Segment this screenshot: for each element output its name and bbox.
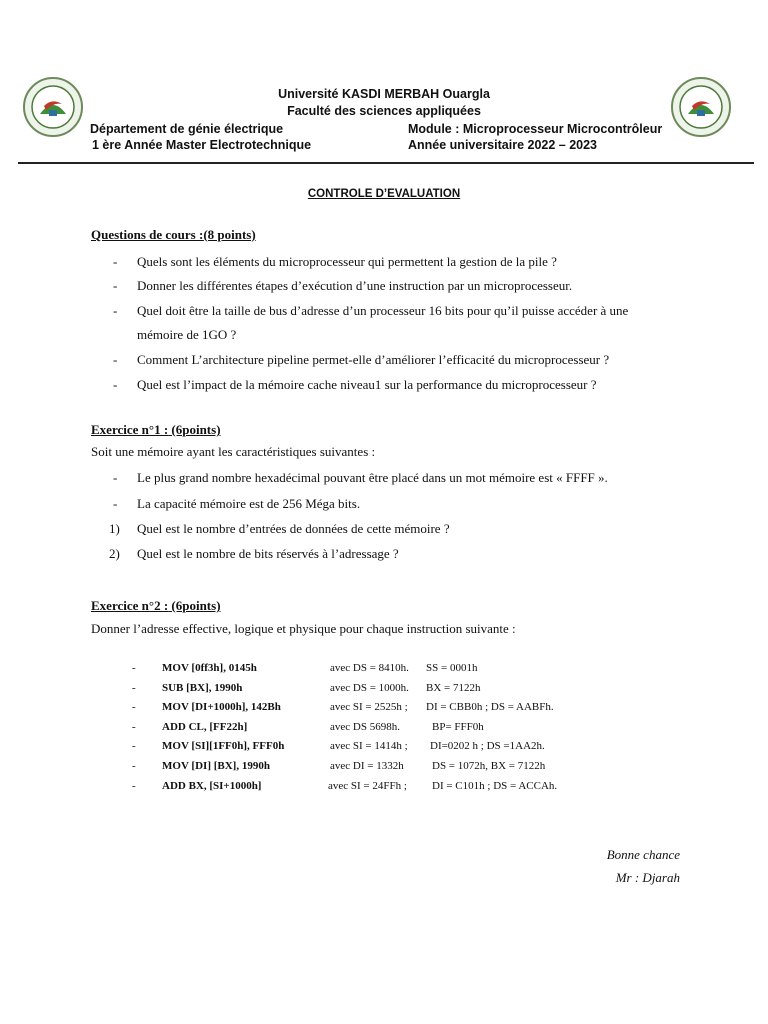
- instruction-register-1: avec SI = 24FFh ;: [328, 780, 407, 792]
- instruction-code: MOV [0ff3h], 0145h: [162, 662, 257, 674]
- exercise2-intro: Donner l’adresse effective, logique et physique pour chaque instruction suivante :: [91, 621, 516, 636]
- instruction-register-1: avec DI = 1332h: [330, 760, 404, 772]
- exercise1-points: (6points): [171, 422, 221, 437]
- bullet-dash: -: [113, 470, 118, 485]
- instruction-register-1: avec DS = 1000h.: [330, 682, 409, 694]
- instruction-register-2: DI = CBB0h ; DS = AABFh.: [426, 701, 554, 713]
- instruction-register-2: SS = 0001h: [426, 662, 478, 674]
- instruction-register-2: BX = 7122h: [426, 682, 481, 694]
- exercise2-heading: [91, 598, 221, 614]
- exercise1-bullet: Le plus grand nombre hexadécimal pouvant être placé dans un mot mémoire est « FFFF ».: [137, 470, 608, 485]
- instruction-register-1: avec SI = 2525h ;: [330, 701, 408, 713]
- instruction-code: MOV [DI+1000h], 142Bh: [162, 701, 281, 713]
- bullet-dash: -: [132, 682, 136, 694]
- university-name: Université KASDI MERBAH Ouargla: [278, 87, 490, 101]
- bullet-dash: -: [132, 701, 136, 713]
- course-questions-label: Questions de cours :: [91, 227, 204, 242]
- instruction-register-1: avec DS 5698h.: [330, 721, 400, 733]
- instruction-register-2: DI=0202 h ; DS =1AA2h.: [430, 740, 545, 752]
- course-question-item: Quels sont les éléments du microprocesseur qui permettent la gestion de la pile ?: [137, 254, 557, 269]
- instruction-register-2: DI = C101h ; DS = ACCAh.: [432, 780, 558, 792]
- exercise1-intro: Soit une mémoire ayant les caractéristiques suivantes :: [91, 444, 376, 459]
- instruction-register-2: DS = 1072h, BX = 7122h: [432, 760, 546, 772]
- bullet-dash: -: [132, 760, 136, 772]
- bullet-dash: -: [132, 780, 136, 792]
- course-question-item: Quel est l’impact de la mémoire cache niveau1 sur la performance du microprocesseur ?: [137, 377, 597, 392]
- bullet-dash: -: [113, 254, 118, 269]
- exercise1-bullet: La capacité mémoire est de 256 Méga bits.: [137, 496, 361, 511]
- department-name: Département de génie électrique: [90, 122, 284, 136]
- course-question-item: Comment L’architecture pipeline permet-elle d’améliorer l’efficacité du microprocesseur ?: [137, 352, 610, 367]
- exercise1-heading: [91, 422, 221, 438]
- faculty-name: Faculté des sciences appliquées: [287, 104, 481, 118]
- header-divider: [18, 162, 754, 164]
- module-name: Module : Microprocesseur Microcontrôleur: [408, 122, 663, 136]
- exam-title: CONTROLE D’EVALUATION: [307, 188, 461, 200]
- instruction-code: SUB [BX], 1990h: [162, 682, 243, 694]
- bullet-dash: -: [113, 303, 118, 318]
- instruction-register-1: avec SI = 1414h ;: [330, 740, 408, 752]
- exercise2-points: (6points): [171, 598, 221, 613]
- study-level: 1 ère Année Master Electrotechnique: [92, 138, 312, 152]
- course-question-item: Quel doit être la taille de bus d’adresse d’un processeur 16 bits pour qu’il puisse accéder à une: [137, 303, 629, 318]
- course-questions-heading: [91, 227, 256, 243]
- instruction-register-1: avec DS = 8410h.: [330, 662, 409, 674]
- bullet-dash: -: [113, 496, 118, 511]
- bullet-dash: -: [132, 740, 136, 752]
- instruction-register-2: BP= FFF0h: [432, 721, 484, 733]
- course-question-item: Donner les différentes étapes d’exécution d’une instruction par un microprocesseur.: [137, 278, 573, 293]
- instruction-code: ADD CL, [FF22h]: [162, 721, 248, 733]
- bullet-dash: -: [132, 721, 136, 733]
- bullet-dash: -: [113, 377, 118, 392]
- bullet-dash: -: [113, 352, 118, 367]
- bullet-dash: -: [132, 662, 136, 674]
- exercise2-label: Exercice n°2 :: [91, 598, 169, 613]
- question-number: 1): [109, 521, 120, 536]
- exercise1-question: Quel est le nombre d’entrées de données de cette mémoire ?: [137, 521, 450, 536]
- instruction-code: ADD BX, [SI+1000h]: [162, 780, 262, 792]
- exercise1-question: Quel est le nombre de bits réservés à l’adressage ?: [137, 546, 399, 561]
- bullet-dash: -: [113, 278, 118, 293]
- course-questions-points: (8 points): [203, 227, 256, 242]
- question-number: 2): [109, 546, 120, 561]
- exercise1-label: Exercice n°1 :: [91, 422, 169, 437]
- closing-wish: Bonne chance: [606, 847, 680, 862]
- instruction-code: MOV [SI][1FF0h], FFF0h: [162, 740, 285, 752]
- course-question-item-continuation: mémoire de 1GO ?: [137, 327, 237, 342]
- author-signature: Mr : Djarah: [615, 870, 680, 885]
- instruction-code: MOV [DI] [BX], 1990h: [162, 760, 270, 772]
- academic-year: Année universitaire 2022 – 2023: [408, 138, 598, 152]
